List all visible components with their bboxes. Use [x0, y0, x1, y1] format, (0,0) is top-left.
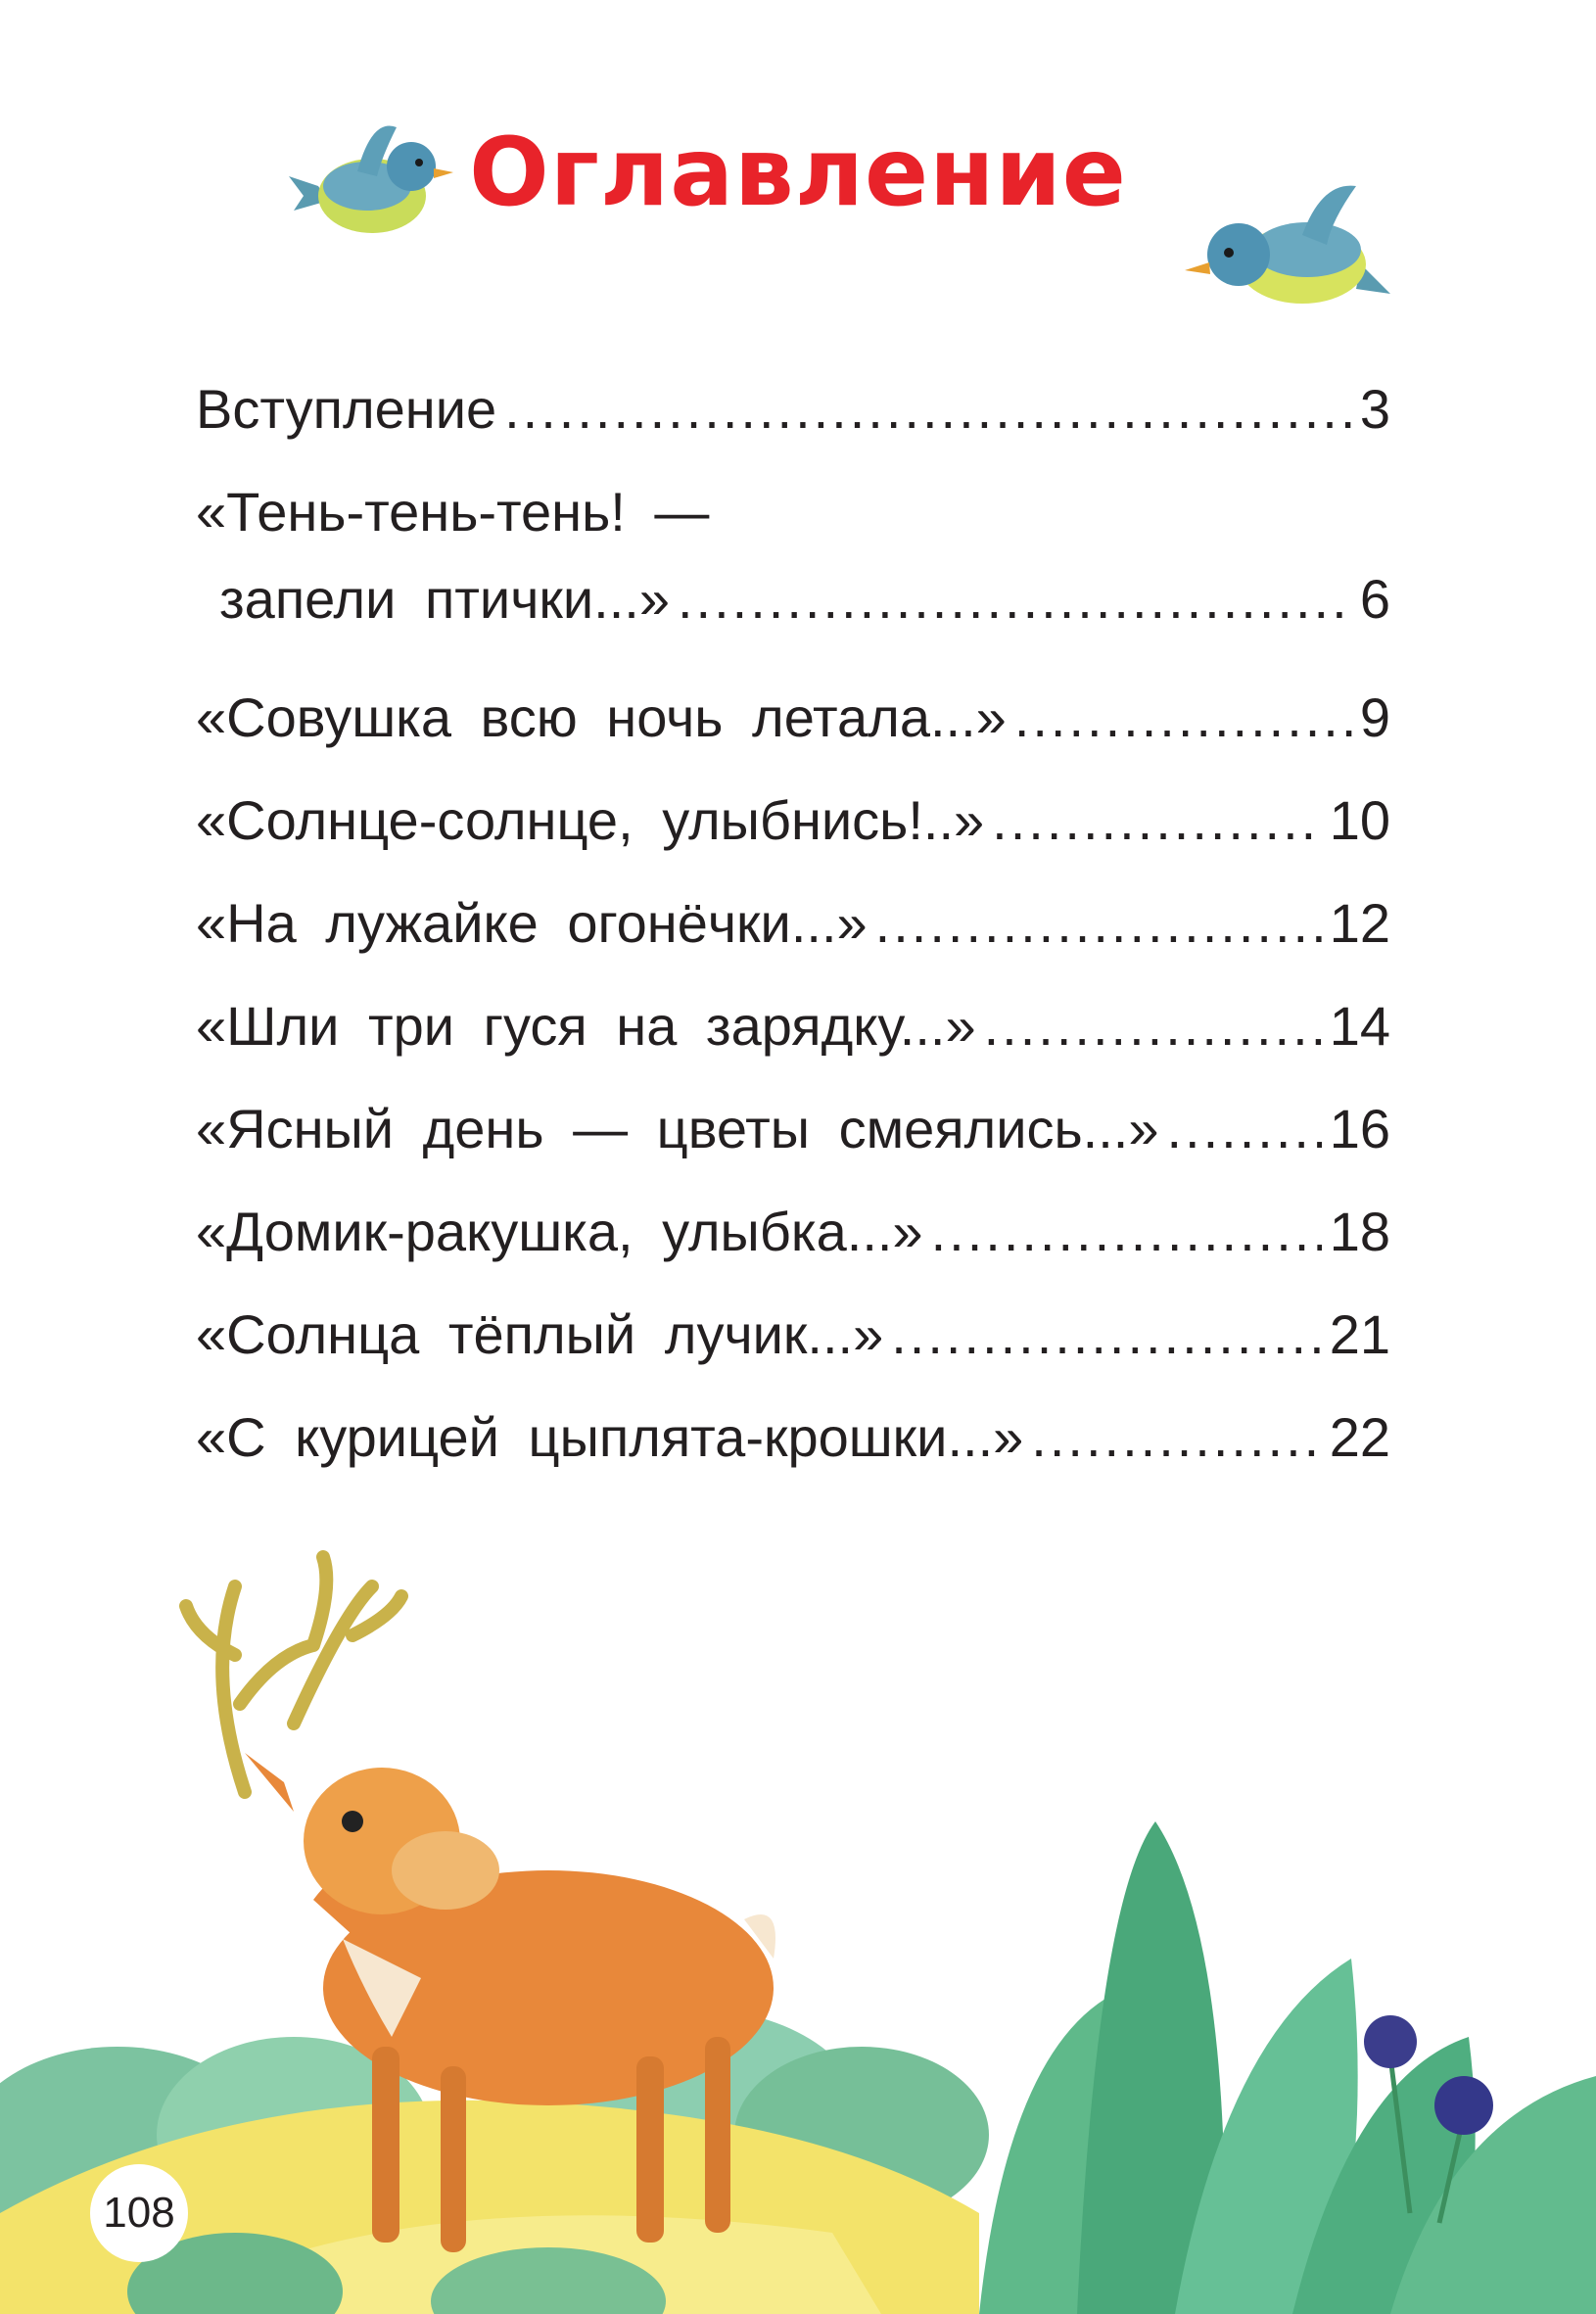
toc-entry[interactable]: [196, 666, 1390, 769]
toc-entry[interactable]: [196, 1283, 1390, 1386]
toc-entry-title: «С курицей цыплята-крошки...»: [196, 1406, 1024, 1468]
toc-entry-page: 12: [1329, 892, 1390, 954]
toc-leader-dots: [678, 550, 1352, 648]
toc-entry-title: запели птички...»: [219, 568, 670, 630]
toc-leader-dots: [931, 1180, 1322, 1283]
toc-entry[interactable]: [196, 357, 1390, 460]
table-of-contents: [196, 357, 1390, 1488]
toc-entry[interactable]: [196, 1180, 1390, 1283]
toc-entry-title: «Шли три гуся на зарядку...»: [196, 995, 976, 1057]
toc-entry[interactable]: [196, 769, 1390, 872]
toc-entry[interactable]: [196, 1077, 1390, 1180]
bird-right-illustration: [1185, 176, 1390, 323]
toc-entry-page: 9: [1359, 686, 1390, 748]
toc-leader-dots: [992, 769, 1322, 872]
toc-entry-title: «Домик-ракушка, улыбка...»: [196, 1201, 923, 1262]
toc-leader-dots: [875, 872, 1322, 974]
toc-entry-page: 10: [1329, 789, 1390, 851]
toc-entry-title: «На лужайке огонёчки...»: [196, 892, 868, 954]
bird-left-illustration: [289, 118, 455, 245]
toc-leader-dots: [504, 357, 1352, 460]
toc-entry-title: «Солнце-солнце, улыбнись!..»: [196, 789, 985, 851]
toc-entry-title: «Ясный день — цветы смеялись...»: [196, 1098, 1159, 1159]
toc-leader-dots: [891, 1283, 1321, 1386]
toc-entry-page: 16: [1329, 1098, 1390, 1159]
toc-entry[interactable]: [196, 1386, 1390, 1488]
toc-entry[interactable]: [196, 460, 1390, 666]
meadow-scene-illustration: [0, 1528, 1596, 2314]
toc-entry-page: 14: [1329, 995, 1390, 1057]
toc-entry-title: «Совушка всю ночь летала...»: [196, 686, 1007, 748]
toc-entry-page: 3: [1359, 378, 1390, 440]
toc-entry[interactable]: [196, 974, 1390, 1077]
toc-entry-page: 18: [1329, 1201, 1390, 1262]
toc-entry-page: 6: [1359, 568, 1390, 630]
page-title: Оглавление: [469, 118, 1127, 227]
toc-leader-dots: [984, 974, 1322, 1077]
toc-entry-title: «Тень-тень-тень! —: [196, 481, 710, 543]
leaves-illustration: [979, 1821, 1596, 2314]
toc-entry[interactable]: [196, 872, 1390, 974]
toc-entry-page: 22: [1329, 1406, 1390, 1468]
toc-entry-title: «Солнца тёплый лучик...»: [196, 1303, 884, 1365]
toc-leader-dots: [1167, 1077, 1322, 1180]
page-number: 108: [90, 2164, 188, 2262]
toc-entry-title: Вступление: [196, 378, 497, 440]
toc-leader-dots: [1014, 666, 1352, 769]
toc-entry-page: 21: [1329, 1303, 1390, 1365]
toc-leader-dots: [1031, 1386, 1321, 1488]
